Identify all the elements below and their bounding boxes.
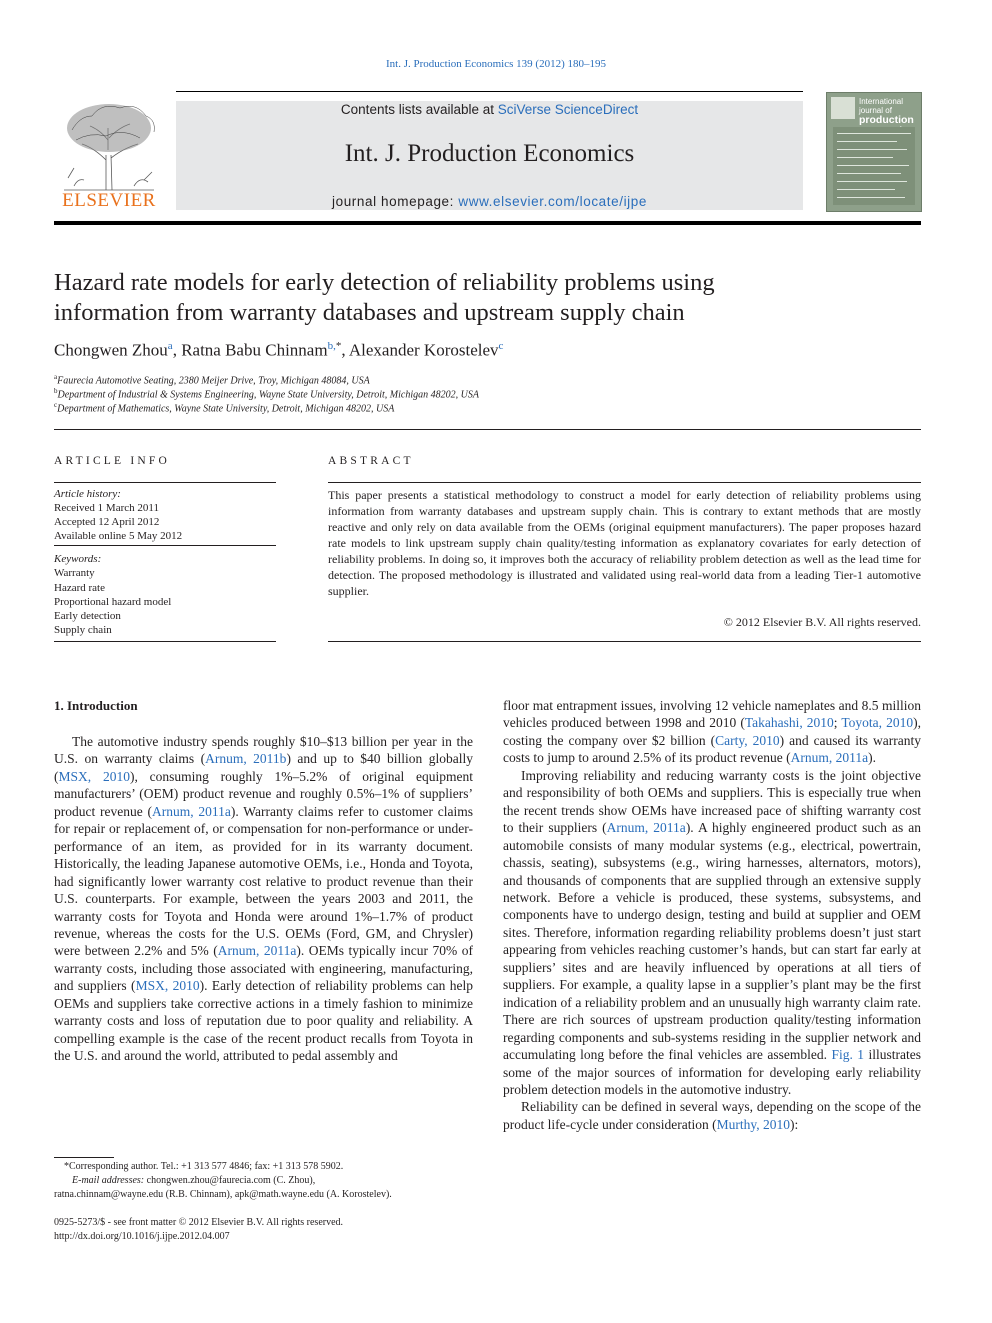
keyword: Supply chain [54, 624, 112, 636]
homepage-link[interactable]: www.elsevier.com/locate/ijpe [458, 194, 647, 209]
contents-available-line [176, 102, 803, 117]
affiliation-marker[interactable]: c [498, 340, 504, 352]
author-name[interactable]: Alexander Korostelev [348, 340, 499, 360]
left-column [54, 733, 473, 1065]
history-rule [54, 545, 276, 546]
article-history-label: Article history: [54, 488, 121, 500]
elsevier-logo[interactable] [54, 100, 164, 212]
citation-link[interactable]: Arnum, 2011a [217, 943, 297, 959]
intro-paragraph-3: Reliability can be defined in several ways, depending on the scope of the product life-cycle under consideration (Murthy, 2010): [503, 1099, 921, 1132]
contents-prefix: Contents lists available at [340, 102, 498, 117]
corresponding-author-footnote: *Corresponding author. Tel.: +1 313 577 4846; fax: +1 313 578 5902. [54, 1160, 474, 1174]
affiliation-a: $^a$Faurecia Automotive Seating, 2380 Meijer Drive, Troy, Michigan 48084, USA [54, 373, 370, 387]
abstract-rule [328, 482, 921, 483]
cover-title-line1: International journal of [859, 97, 904, 115]
introduction-heading: 1. Introduction [54, 698, 138, 713]
figure-link[interactable]: Fig. 1 [831, 1047, 865, 1063]
keyword: Warranty [54, 567, 95, 579]
keyword: Proportional hazard model [54, 596, 172, 608]
cover-contents-panel [833, 127, 915, 205]
banner-top-rule [176, 91, 803, 92]
citation-link[interactable]: Arnum, 2011a [152, 803, 231, 819]
sciencedirect-link[interactable]: SciVerse ScienceDirect [497, 102, 639, 117]
citation-link[interactable]: Takahashi, 2010 [744, 715, 834, 731]
affiliation-b: $^b$Department of Industrial & Systems Engineering, Wayne State University, Detroit, Michigan 48202, USA [54, 387, 479, 401]
abstract-bottom-rule [328, 641, 921, 642]
author-name[interactable]: Chongwen Zhou [54, 340, 168, 360]
journal-name: Int. J. Production Economics [344, 140, 635, 167]
affiliation-c: $^c$Department of Mathematics, Wayne State University, Detroit, Michigan 48202, USA [54, 401, 395, 415]
keyword: Early detection [54, 610, 121, 622]
intro-paragraph-1-continued: floor mat entrapment issues, involving 12 vehicle nameplates and 8.5 million vehicles produced between 1998 and 2010 (Takahashi, 2010; Toyota, 2010), costing the company over $2 billion (Carty, 2010) and caused its warranty costs to jump to around 2.5% of its product revenue (Arnum, 2011a). [503, 698, 921, 766]
abstract-heading: ABSTRACT [328, 455, 414, 467]
keywords-rule [54, 641, 276, 642]
affiliation-marker[interactable]: a [167, 340, 173, 352]
author-name[interactable]: Ratna Babu Chinnam [181, 340, 328, 360]
tree-icon [54, 100, 164, 192]
affiliations-rule [54, 429, 921, 430]
email-footnote [54, 1174, 474, 1188]
citation-link[interactable]: MSX, 2010 [135, 978, 200, 994]
citation-link[interactable]: Toyota, 2010 [841, 715, 914, 731]
article-info-rule [54, 482, 276, 483]
right-column [503, 697, 921, 1133]
article-info-heading: ARTICLE INFO [54, 455, 170, 467]
intro-paragraph-2: Improving reliability and reducing warranty costs is the joint objective and responsibility of both OEMs and suppliers. This is especially true when the recent trends show OEMs have increased pace of shifting warranty cost to their suppliers (Arnum, 2011a). A highly engineered product such as an automobile consists of many modular systems (e.g., electrical, powertrain, chassis, seating), subsystems (e.g., wiring harnesses, alternators, motors), and thousands of components that are supplied through an extensive supply network. Before a vehicle is produced, these systems, subsystems, and components have to undergo design, testing and build at supplier and OEM sites. Therefore, information regarding reliability problems doesn’t just start appearing from vehicles reaching customer’s hands, but can start far early at suppliers’ sites and are heavily influenced by operations at all tiers of suppliers. For example, a quality lapse in a supplier’s plant may be the first indication of a reliability problem and an unusually high warranty claim rate. There are rich sources of upstream production quality/testing information regarding components and sub-systems residing in the supplier network and accumulating long before the final vehicles are assembled. Fig. 1 illustrates some of the major sources of information for developing early reliability problem detection models in the automotive industry. [503, 767, 921, 1097]
journal-cover-thumbnail[interactable] [826, 92, 922, 212]
online-date: Available online 5 May 2012 [54, 530, 183, 542]
citation-link[interactable]: Arnum, 2011a [606, 820, 686, 836]
elsevier-wordmark: ELSEVIER [62, 190, 156, 211]
paper-title [54, 268, 921, 328]
author-list: Chongwen Zhou$^a$, Ratna Babu Chinnam$^{b,*}$, Alexander Korostelev$^c$ [54, 340, 504, 360]
citation-link[interactable]: Carty, 2010 [715, 732, 780, 748]
cover-title-line2: production [859, 114, 914, 126]
cover-logo-icon [831, 97, 855, 119]
paper-title-line1: Hazard rate models for early detection of reliability problems using [54, 269, 715, 296]
homepage-prefix: journal homepage: [331, 194, 459, 209]
keywords-label: Keywords: [54, 553, 102, 565]
corresponding-author-asterisk-icon[interactable]: * [335, 340, 342, 352]
header-thick-rule [54, 221, 921, 225]
citation-link[interactable]: MSX, 2010 [58, 768, 130, 784]
asterisk-icon: * [64, 1161, 69, 1172]
affiliation-marker[interactable]: b,* [327, 340, 342, 352]
abstract-copyright: © 2012 Elsevier B.V. All rights reserved. [723, 615, 921, 629]
email-label: E-mail addresses: [72, 1175, 145, 1186]
received-date: Received 1 March 2011 [54, 502, 159, 514]
abstract-text: This paper presents a statistical methodology to construct a model for early detection of reliability problems using information from warranty databases and upstream supply chain. This is contrary to extant methods that are mostly reactive and only rely on data available from the OEMs (original equipment manufacturers). The paper proposes hazard rate models to link upstream supply chain quality/testing information as explanatory covariates for early detection of reliability problems. In doing so, it improves both the accuracy of reliability problem detection as well as the lead time for detection. The proposed methodology is illustrated and validated using real-world data from a leading Tier-1 automotive supplier. [328, 488, 921, 598]
intro-paragraph-1: The automotive industry spends roughly $10–$13 billion per year in the U.S. on warranty claims (Arnum, 2011b) and up to $40 billion globally (MSX, 2010), consuming roughly 1%–5.2% of original equipment manufacturers’ (OEM) product revenue and roughly 0.5%–1% of suppliers’ product revenue (Arnum, 2011a). Warranty claims refer to customer claims for repair or replacement of, or compensation for non-performance or under-performance of an item, as provided for in its warranty document. Historically, the leading Japanese automotive OEMs, i.e., Honda and Toyota, had significantly lower warranty cost relative to product revenue than their U.S. counterparts. For example, between the years 2003 and 2011, the warranty costs for Toyota and Honda were around 1%–1.7% of product revenue, whereas the costs for the U.S. OEMs (Ford, GM, and Chrysler) were between 2.2% and 5% (Arnum, 2011a). OEMs typically incur 70% of warranty costs, including those associated with engineering, manufacturing, and suppliers (MSX, 2010). Early detection of reliability problems can help OEMs and suppliers take corrective actions in a timely fashion to minimize warranty costs and loss of reputation due to poor quality and reliability. A compelling example is the case of the recent product recalls from Toyota in the U.S. and around the world, attributed to pedal assembly and [54, 734, 474, 1064]
citation-link[interactable]: Arnum, 2011b [205, 751, 287, 767]
citation-link[interactable]: Arnum, 2011a [790, 750, 869, 766]
email-footnote-line2[interactable]: ratna.chinnam@wayne.edu (R.B. Chinnam), apk@math.wayne.edu (A. Korostelev). [54, 1189, 392, 1200]
journal-citation[interactable]: Int. J. Production Economics 139 (2012) 180–195 [386, 58, 606, 70]
paper-title-line2: information from warranty databases and upstream supply chain [54, 299, 685, 326]
citation-link[interactable]: Murthy, 2010 [716, 1116, 791, 1132]
footnote-rule [54, 1157, 114, 1158]
journal-homepage-line [176, 194, 803, 209]
accepted-date: Accepted 12 April 2012 [54, 516, 160, 528]
keyword: Hazard rate [54, 582, 105, 594]
issn-line: 0925-5273/$ - see front matter © 2012 Elsevier B.V. All rights reserved. [54, 1217, 344, 1228]
doi-link[interactable]: http://dx.doi.org/10.1016/j.ijpe.2012.04.007 [54, 1231, 230, 1242]
email-link[interactable]: chongwen.zhou@faurecia.com (C. Zhou), [146, 1175, 316, 1186]
